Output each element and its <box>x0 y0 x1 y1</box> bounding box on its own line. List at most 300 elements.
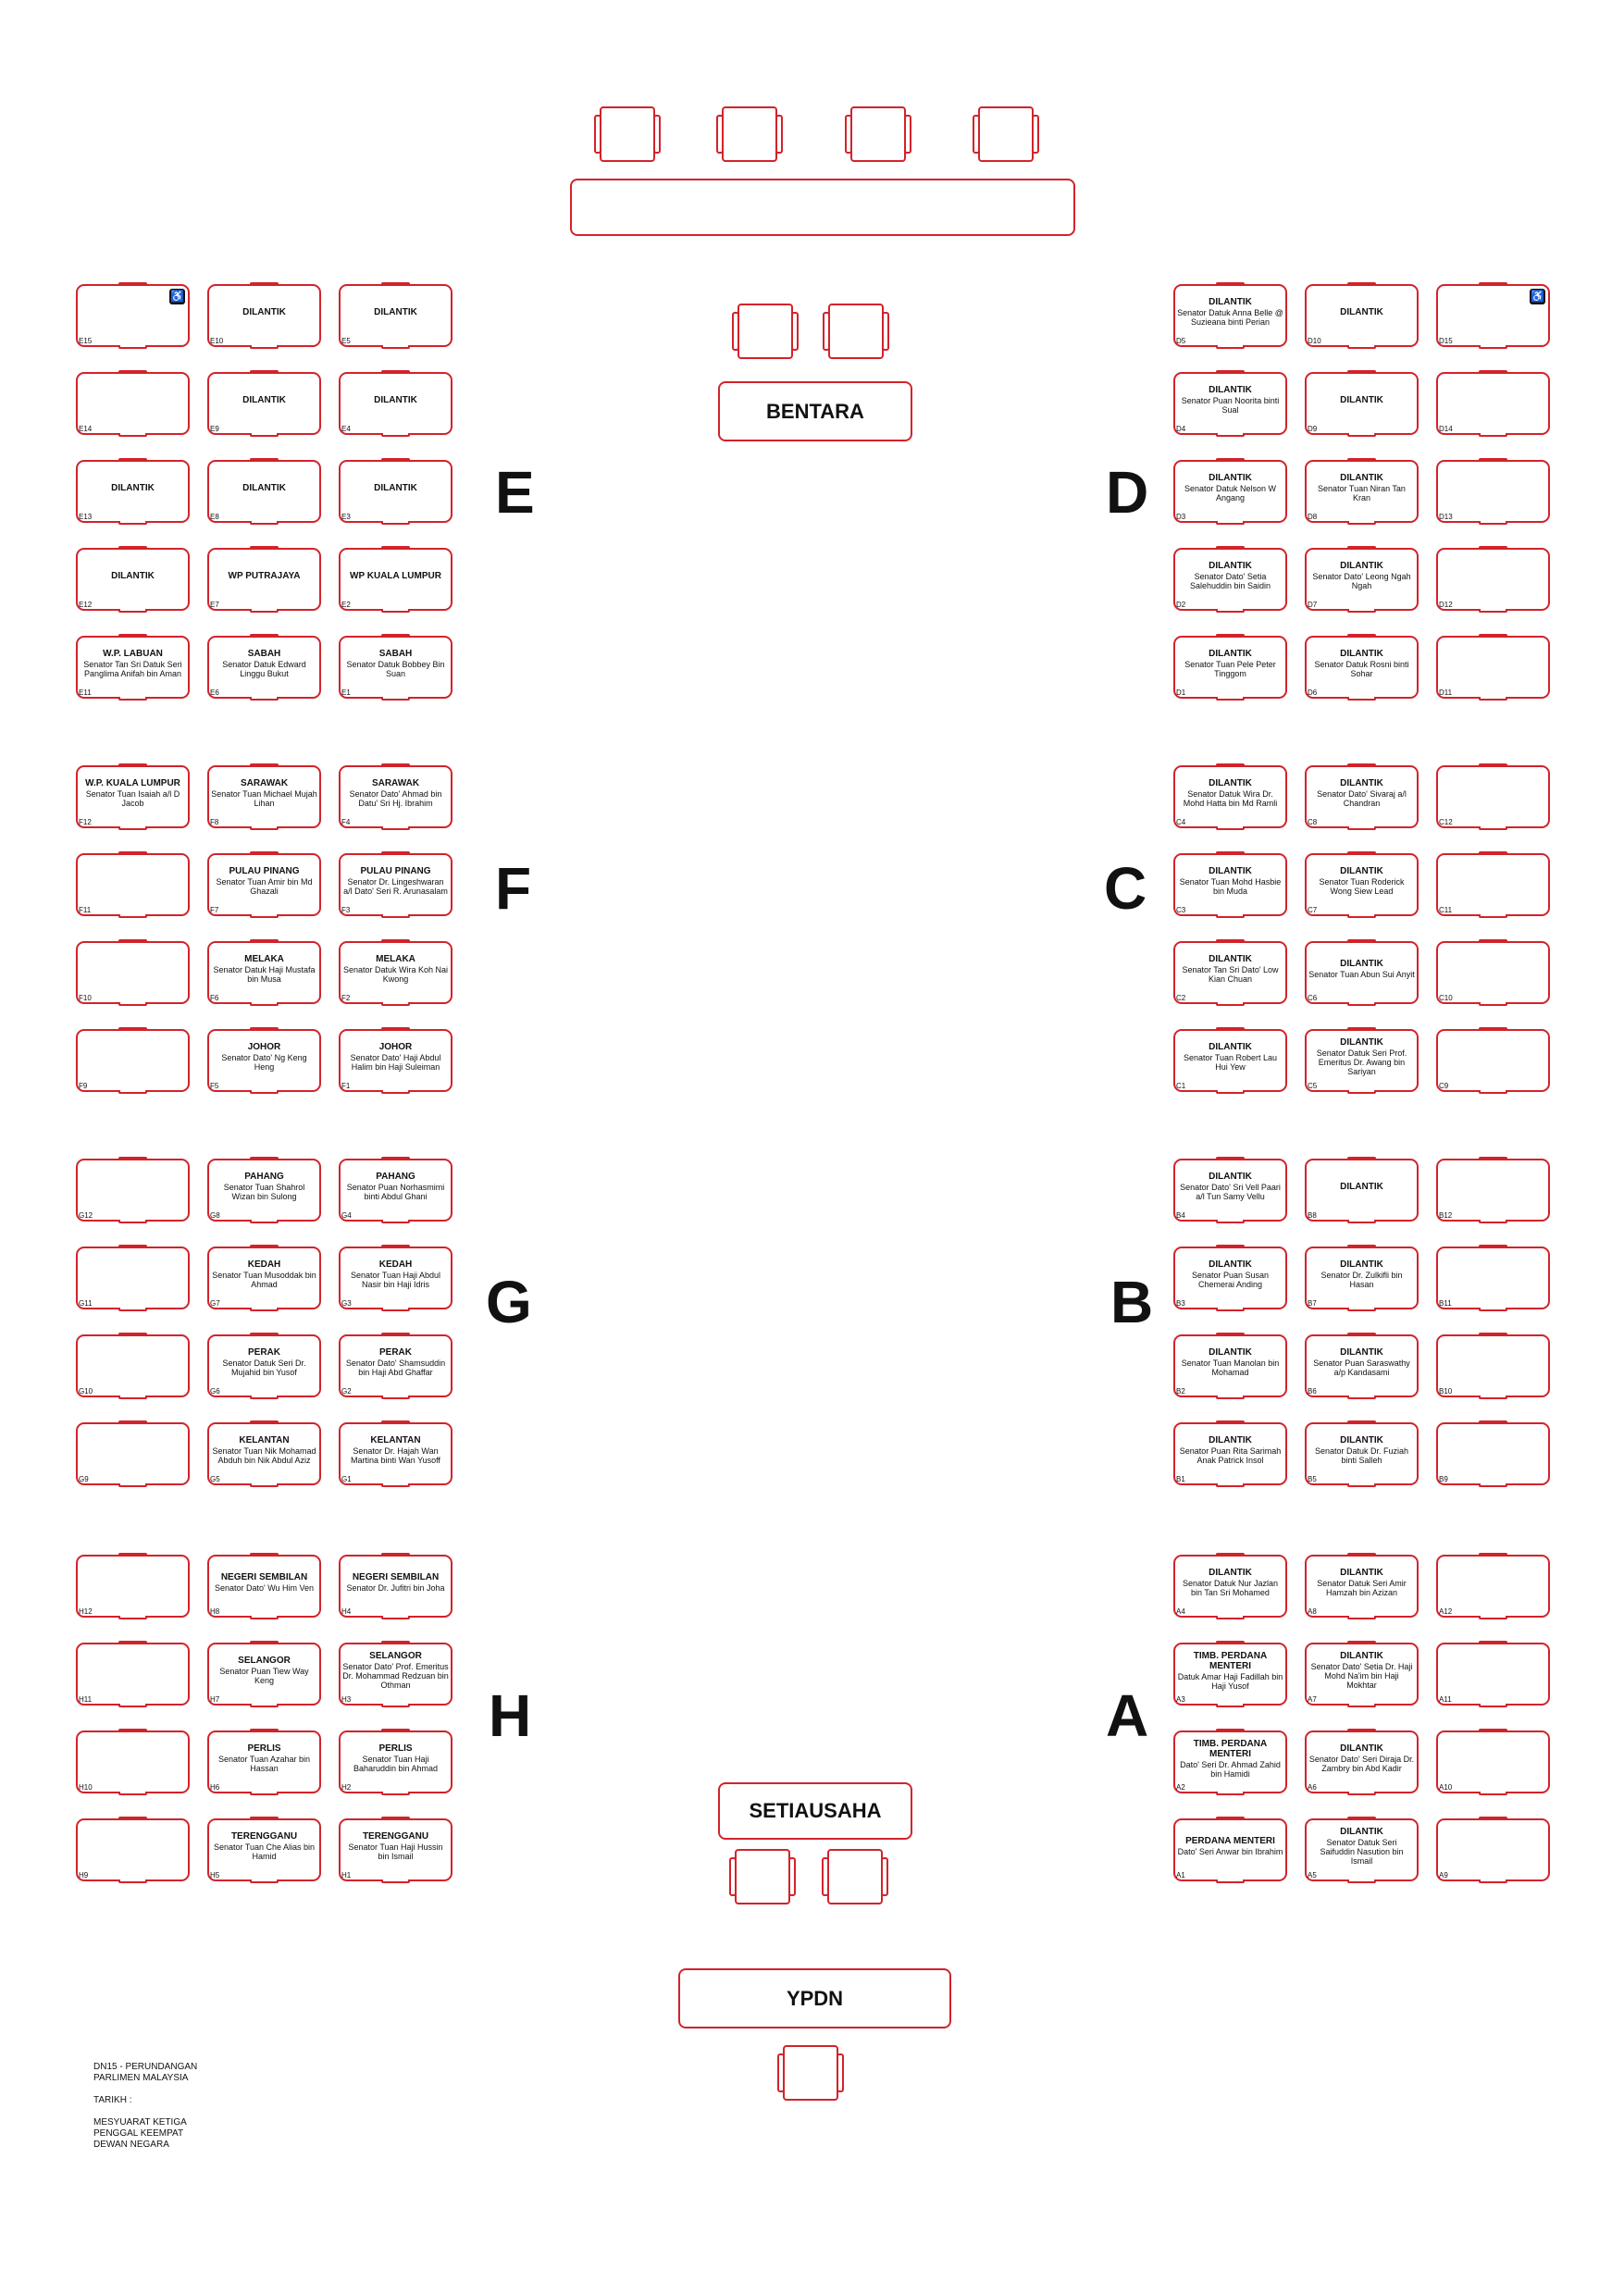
seat-senator: Senator Tuan Haji Baharuddin bin Ahmad <box>353 1755 439 1773</box>
seat-tab <box>118 1704 147 1707</box>
seat-senator: Senator Tuan Che Alias bin Hamid <box>213 1842 316 1861</box>
seat-tab <box>1347 1220 1376 1223</box>
seat-text <box>342 1338 449 1386</box>
seat-senator: Senator Dato' Ahmad bin Datu' Sri Hj. Ibrahim <box>349 789 442 808</box>
seat-g12[interactable] <box>76 1157 190 1223</box>
seat-d9[interactable] <box>1305 370 1419 437</box>
seat-tab <box>381 1090 410 1094</box>
block-letter-c: C <box>1104 855 1147 922</box>
seat-e12[interactable] <box>76 546 190 613</box>
seat-state: DILANTIK <box>1209 866 1252 876</box>
seat-state: MELAKA <box>376 954 415 964</box>
seat-code: A6 <box>1308 1783 1317 1792</box>
seat-text <box>80 1250 186 1298</box>
seat-tab <box>1347 1616 1376 1619</box>
seat-state: PERLIS <box>247 1743 281 1754</box>
seat-c3[interactable] <box>1173 851 1287 918</box>
seat-tab <box>381 1879 410 1883</box>
seat-c8[interactable] <box>1305 763 1419 830</box>
seat-text <box>1177 769 1283 817</box>
seat-g7[interactable] <box>207 1245 321 1311</box>
seat-text <box>342 769 449 817</box>
chair-seat <box>735 1849 790 1904</box>
seat-code: A4 <box>1176 1607 1185 1616</box>
seat-c4[interactable] <box>1173 763 1287 830</box>
seat-tab <box>1479 609 1507 613</box>
seat-text <box>80 1033 186 1081</box>
seat-text <box>342 1426 449 1474</box>
seat-state: DILANTIK <box>374 482 417 493</box>
seat-code: A11 <box>1439 1695 1452 1704</box>
seat-state: DILANTIK <box>1209 1435 1252 1445</box>
seat-d3[interactable] <box>1173 458 1287 525</box>
seat-e4[interactable] <box>339 370 452 437</box>
footer-line: DN15 - PERUNDANGAN <box>93 2062 198 2072</box>
seat-code: C6 <box>1308 994 1318 1002</box>
seat-d8[interactable] <box>1305 458 1419 525</box>
seat-text <box>80 857 186 905</box>
seat-g2[interactable] <box>339 1333 452 1399</box>
footer-line: DEWAN NEGARA <box>93 2140 169 2150</box>
seat-a7[interactable] <box>1305 1641 1419 1707</box>
seat-text <box>1440 1734 1546 1782</box>
seat-f3[interactable] <box>339 851 452 918</box>
setiausaha-box <box>718 1782 912 1840</box>
seat-text <box>80 945 186 993</box>
seat-d12[interactable] <box>1436 546 1550 613</box>
seat-d15[interactable] <box>1436 282 1550 349</box>
seat-tab <box>250 1220 279 1223</box>
seat-a3[interactable] <box>1173 1641 1287 1707</box>
seat-text <box>211 1250 317 1298</box>
seat-state: JOHOR <box>378 1042 413 1052</box>
seat-code: F10 <box>79 994 92 1002</box>
seat-d6[interactable] <box>1305 634 1419 701</box>
seat-code: E9 <box>210 425 219 433</box>
seat-state: SELANGOR <box>369 1651 422 1661</box>
seat-b5[interactable] <box>1305 1420 1419 1487</box>
seat-tab <box>1479 1879 1507 1883</box>
seat-tab <box>118 1879 147 1883</box>
seat-senator: Senator Datuk Seri Prof. Emeritus Dr. Awang bin Sariyan <box>1316 1048 1407 1076</box>
seat-tab <box>381 1396 410 1399</box>
seat-senator: Senator Dato' Haji Abdul Halim bin Haji Suleiman <box>350 1053 441 1072</box>
seat-d4[interactable] <box>1173 370 1287 437</box>
seat-text <box>342 552 449 600</box>
seat-tab <box>250 1483 279 1487</box>
seat-senator: Dato' Seri Dr. Ahmad Zahid bin Hamidi <box>1180 1759 1281 1779</box>
seat-text <box>1440 639 1546 688</box>
seat-code: G10 <box>79 1387 93 1396</box>
seat-a9[interactable] <box>1436 1817 1550 1883</box>
seat-text <box>211 1558 317 1606</box>
seat-d7[interactable] <box>1305 546 1419 613</box>
seat-g10[interactable] <box>76 1333 190 1399</box>
seat-senator: Senator Tuan Nik Mohamad Abduh bin Nik Abdul Aziz <box>212 1446 316 1465</box>
seat-text <box>1308 1558 1415 1606</box>
seat-state: DILANTIK <box>1340 1181 1383 1192</box>
seat-c9[interactable] <box>1436 1027 1550 1094</box>
chair-arm <box>837 2053 844 2092</box>
seat-g8[interactable] <box>207 1157 321 1223</box>
seat-code: D15 <box>1439 337 1453 345</box>
seat-tab <box>1216 1704 1245 1707</box>
seat-tab <box>381 826 410 830</box>
seat-tab <box>381 1308 410 1311</box>
seat-b2[interactable] <box>1173 1333 1287 1399</box>
seat-text <box>211 1162 317 1210</box>
seat-b8[interactable] <box>1305 1157 1419 1223</box>
seat-senator: Senator Tuan Isaiah a/l D Jacob <box>85 789 180 808</box>
seat-tab <box>1479 433 1507 437</box>
seat-text <box>1440 1558 1546 1606</box>
seat-code: D8 <box>1308 513 1318 521</box>
seat-f12[interactable] <box>76 763 190 830</box>
seat-f5[interactable] <box>207 1027 321 1094</box>
seat-text <box>80 1646 186 1694</box>
seat-code: H11 <box>79 1695 93 1704</box>
seat-a5[interactable] <box>1305 1817 1419 1883</box>
seat-e14[interactable] <box>76 370 190 437</box>
seat-code: H6 <box>210 1783 220 1792</box>
seat-a12[interactable] <box>1436 1553 1550 1619</box>
seat-tab <box>381 1616 410 1619</box>
seat-text <box>80 639 186 688</box>
seat-state: SARAWAK <box>240 778 289 788</box>
seat-senator: Senator Tuan Mohd Hasbie bin Muda <box>1179 877 1282 896</box>
seat-f6[interactable] <box>207 939 321 1006</box>
seat-text <box>1177 1558 1283 1606</box>
seat-senator: Senator Datuk Wira Dr. Mohd Hatta bin Md Ramli <box>1183 789 1278 808</box>
seat-text <box>1308 1250 1415 1298</box>
seat-tab <box>250 433 279 437</box>
seat-code: B7 <box>1308 1299 1317 1308</box>
seat-text <box>1440 464 1546 512</box>
seat-text <box>80 1734 186 1782</box>
seat-state: DILANTIK <box>1209 649 1252 659</box>
chair <box>729 1849 796 1904</box>
block-letter-h: H <box>489 1682 532 1749</box>
seat-senator: Senator Tuan Manolan bin Mohamad <box>1181 1358 1280 1377</box>
wheelchair-icon: ♿ <box>170 290 184 303</box>
seat-f11[interactable] <box>76 851 190 918</box>
seat-senator: Senator Dr. Hajah Wan Martina binti Wan Yusoff <box>351 1446 440 1465</box>
seat-text <box>1440 1338 1546 1386</box>
seat-senator: Senator Tuan Haji Hussin bin Ismail <box>348 1842 443 1861</box>
seat-d2[interactable] <box>1173 546 1287 613</box>
seat-f10[interactable] <box>76 939 190 1006</box>
seat-e3[interactable] <box>339 458 452 525</box>
seat-d13[interactable] <box>1436 458 1550 525</box>
seat-state: DILANTIK <box>1340 866 1383 876</box>
seat-c2[interactable] <box>1173 939 1287 1006</box>
seat-c6[interactable] <box>1305 939 1419 1006</box>
seat-tab <box>1479 345 1507 349</box>
seat-state: SARAWAK <box>371 778 420 788</box>
seat-text <box>80 464 186 512</box>
seat-senator: Senator Datuk Haji Mustafa bin Musa <box>213 965 316 984</box>
chair-arm <box>791 312 799 351</box>
seat-g11[interactable] <box>76 1245 190 1311</box>
seat-state: W.P. LABUAN <box>103 649 163 659</box>
seat-text <box>1177 1426 1283 1474</box>
seat-code: A10 <box>1439 1783 1453 1792</box>
seat-e5[interactable] <box>339 282 452 349</box>
seat-f2[interactable] <box>339 939 452 1006</box>
seat-f7[interactable] <box>207 851 321 918</box>
seat-e11[interactable] <box>76 634 190 701</box>
seat-c10[interactable] <box>1436 939 1550 1006</box>
seat-state: PERLIS <box>378 1743 413 1754</box>
seat-g6[interactable] <box>207 1333 321 1399</box>
seat-tab <box>1347 433 1376 437</box>
seat-state: W.P. KUALA LUMPUR <box>85 778 180 788</box>
seat-code: D13 <box>1439 513 1453 521</box>
seat-g5[interactable] <box>207 1420 321 1487</box>
seat-tab <box>381 914 410 918</box>
seat-b7[interactable] <box>1305 1245 1419 1311</box>
seat-text <box>80 1426 186 1474</box>
seat-a1[interactable] <box>1173 1817 1287 1883</box>
seat-tab <box>381 1483 410 1487</box>
seat-f9[interactable] <box>76 1027 190 1094</box>
seat-tab <box>1216 1879 1245 1883</box>
seat-senator: Senator Tuan Musoddak bin Ahmad <box>212 1271 316 1289</box>
seat-tab <box>1347 521 1376 525</box>
seat-text <box>211 1734 317 1782</box>
seat-e2[interactable] <box>339 546 452 613</box>
seat-code: H4 <box>341 1607 352 1616</box>
seat-tab <box>1347 1002 1376 1006</box>
seat-text <box>1177 288 1283 336</box>
seat-state: NEGERI SEMBILAN <box>352 1572 440 1582</box>
seat-senator: Senator Puan Norhasmimi binti Abdul Ghani <box>346 1183 445 1201</box>
seat-code: C9 <box>1439 1082 1449 1090</box>
seat-code: G1 <box>341 1475 352 1483</box>
seat-tab <box>381 521 410 525</box>
seat-text <box>1440 1646 1546 1694</box>
seat-code: D11 <box>1439 688 1453 697</box>
seat-state: DILANTIK <box>1340 1568 1383 1578</box>
seat-code: C10 <box>1439 994 1453 1002</box>
seat-senator: Senator Puan Susan Chemerai Anding <box>1191 1271 1270 1289</box>
seat-b3[interactable] <box>1173 1245 1287 1311</box>
seat-text <box>1308 288 1415 336</box>
seat-code: C7 <box>1308 906 1318 914</box>
seat-senator: Senator Tuan Michael Mujah Lihan <box>211 789 317 808</box>
seat-a11[interactable] <box>1436 1641 1550 1707</box>
seat-d11[interactable] <box>1436 634 1550 701</box>
chair <box>822 1849 888 1904</box>
seat-tab <box>1216 697 1245 701</box>
seat-f4[interactable] <box>339 763 452 830</box>
seat-g4[interactable] <box>339 1157 452 1223</box>
seat-code: D4 <box>1176 425 1186 433</box>
seat-code: H12 <box>79 1607 93 1616</box>
seat-tab <box>1479 1792 1507 1795</box>
seat-state: DILANTIK <box>1340 1651 1383 1661</box>
seat-e15[interactable] <box>76 282 190 349</box>
seat-e9[interactable] <box>207 370 321 437</box>
seat-state: DILANTIK <box>1340 561 1383 571</box>
seat-tab <box>118 1483 147 1487</box>
seat-h5[interactable] <box>207 1817 321 1883</box>
seat-c5[interactable] <box>1305 1027 1419 1094</box>
chair-seat <box>827 1849 883 1904</box>
seat-senator: Senator Dr. Lingeshwaran a/l Dato' Seri R. Arunasalam <box>343 877 448 896</box>
seat-a2[interactable] <box>1173 1729 1287 1795</box>
seat-g1[interactable] <box>339 1420 452 1487</box>
seat-code: H9 <box>79 1871 89 1879</box>
footer-line: TARIKH : <box>93 2095 132 2105</box>
seat-b10[interactable] <box>1436 1333 1550 1399</box>
seat-code: C11 <box>1439 906 1453 914</box>
seat-code: F6 <box>210 994 219 1002</box>
seat-b11[interactable] <box>1436 1245 1550 1311</box>
seat-d5[interactable] <box>1173 282 1287 349</box>
seat-code: B4 <box>1176 1211 1185 1220</box>
seat-code: E3 <box>341 513 351 521</box>
seat-senator: Senator Datuk Seri Dr. Mujahid bin Yusof <box>222 1358 306 1377</box>
seat-code: H8 <box>210 1607 220 1616</box>
seat-text <box>80 1338 186 1386</box>
seat-tab <box>381 1704 410 1707</box>
seat-senator: Senator Datuk Anna Belle @ Suzieana binti Perian <box>1177 308 1283 327</box>
seat-code: E8 <box>210 513 219 521</box>
seat-a4[interactable] <box>1173 1553 1287 1619</box>
seat-b12[interactable] <box>1436 1157 1550 1223</box>
seat-tab <box>1216 609 1245 613</box>
seat-code: B12 <box>1439 1211 1453 1220</box>
seat-tab <box>1216 521 1245 525</box>
seat-h9[interactable] <box>76 1817 190 1883</box>
seat-c1[interactable] <box>1173 1027 1287 1094</box>
seat-h8[interactable] <box>207 1553 321 1619</box>
seat-e1[interactable] <box>339 634 452 701</box>
seat-text <box>1308 1033 1415 1081</box>
seat-f8[interactable] <box>207 763 321 830</box>
seat-code: B8 <box>1308 1211 1317 1220</box>
ypdn-box <box>678 1968 951 2028</box>
seat-b6[interactable] <box>1305 1333 1419 1399</box>
seat-senator: Senator Datuk Dr. Fuziah binti Salleh <box>1314 1446 1409 1465</box>
seat-h2[interactable] <box>339 1729 452 1795</box>
chair-arm <box>881 1857 888 1896</box>
seat-e13[interactable] <box>76 458 190 525</box>
seat-d14[interactable] <box>1436 370 1550 437</box>
seat-a10[interactable] <box>1436 1729 1550 1795</box>
block-letter-d: D <box>1106 459 1149 526</box>
seat-tab <box>1347 1704 1376 1707</box>
seat-senator: Senator Puan Tiew Way Keng <box>219 1667 309 1685</box>
seat-h12[interactable] <box>76 1553 190 1619</box>
chair-seat <box>600 106 655 162</box>
seat-b9[interactable] <box>1436 1420 1550 1487</box>
seat-text <box>1308 1822 1415 1870</box>
seat-h11[interactable] <box>76 1641 190 1707</box>
seat-h4[interactable] <box>339 1553 452 1619</box>
seat-tab <box>1479 697 1507 701</box>
seat-c7[interactable] <box>1305 851 1419 918</box>
seat-code: C2 <box>1176 994 1186 1002</box>
seat-code: B11 <box>1439 1299 1452 1308</box>
seat-a8[interactable] <box>1305 1553 1419 1619</box>
seat-tab <box>118 1220 147 1223</box>
seat-text <box>1440 1250 1546 1298</box>
seat-state: PAHANG <box>244 1172 284 1182</box>
seat-h3[interactable] <box>339 1641 452 1707</box>
seat-code: A1 <box>1176 1871 1185 1879</box>
seat-a6[interactable] <box>1305 1729 1419 1795</box>
seat-code: F11 <box>79 906 92 914</box>
chair-arm <box>904 115 911 154</box>
seat-c11[interactable] <box>1436 851 1550 918</box>
seat-text <box>1308 376 1415 424</box>
seat-code: C4 <box>1176 818 1186 826</box>
seat-text <box>342 1822 449 1870</box>
seat-h6[interactable] <box>207 1729 321 1795</box>
chair-arm <box>882 312 889 351</box>
footer-line: PARLIMEN MALAYSIA <box>93 2073 189 2083</box>
seat-d10[interactable] <box>1305 282 1419 349</box>
seat-b1[interactable] <box>1173 1420 1287 1487</box>
seat-h7[interactable] <box>207 1641 321 1707</box>
seat-text <box>342 1162 449 1210</box>
seat-code: G5 <box>210 1475 220 1483</box>
seat-text <box>211 639 317 688</box>
seat-tab <box>381 697 410 701</box>
seat-text <box>1177 639 1283 688</box>
seat-state: DILANTIK <box>374 394 417 405</box>
seat-senator: Senator Dato' Setia Salehuddin bin Saidin <box>1189 572 1271 590</box>
seat-code: H10 <box>79 1783 93 1792</box>
seat-e10[interactable] <box>207 282 321 349</box>
seat-senator: Senator Tuan Haji Abdul Nasir bin Haji Idris <box>350 1271 441 1289</box>
chair <box>594 106 661 162</box>
seat-code: B6 <box>1308 1387 1317 1396</box>
seat-senator: Senator Puan Saraswathy a/p Kandasami <box>1313 1358 1410 1377</box>
seat-c12[interactable] <box>1436 763 1550 830</box>
seat-tab <box>1347 609 1376 613</box>
seat-d1[interactable] <box>1173 634 1287 701</box>
seat-tab <box>381 609 410 613</box>
seat-code: C5 <box>1308 1082 1318 1090</box>
seat-e8[interactable] <box>207 458 321 525</box>
seat-code: A12 <box>1439 1607 1453 1616</box>
chair <box>777 2045 844 2101</box>
seat-text <box>211 1338 317 1386</box>
seat-text <box>342 1734 449 1782</box>
seat-g3[interactable] <box>339 1245 452 1311</box>
seat-h1[interactable] <box>339 1817 452 1883</box>
seat-state: DILANTIK <box>1340 1347 1383 1358</box>
seat-f1[interactable] <box>339 1027 452 1094</box>
seat-text <box>80 1822 186 1870</box>
seat-code: D12 <box>1439 601 1453 609</box>
seat-h10[interactable] <box>76 1729 190 1795</box>
seat-g9[interactable] <box>76 1420 190 1487</box>
seat-e6[interactable] <box>207 634 321 701</box>
seat-tab <box>250 697 279 701</box>
seat-senator: Senator Datuk Nur Jazlan bin Tan Sri Mohamed <box>1182 1579 1279 1597</box>
block-letter-a: A <box>1106 1682 1149 1749</box>
seat-e7[interactable] <box>207 546 321 613</box>
seat-code: F12 <box>79 818 92 826</box>
seat-code: F9 <box>79 1082 88 1090</box>
seat-b4[interactable] <box>1173 1157 1287 1223</box>
seat-senator: Senator Dr. Zulkifli bin Hasan <box>1320 1271 1403 1289</box>
seat-code: C3 <box>1176 906 1186 914</box>
